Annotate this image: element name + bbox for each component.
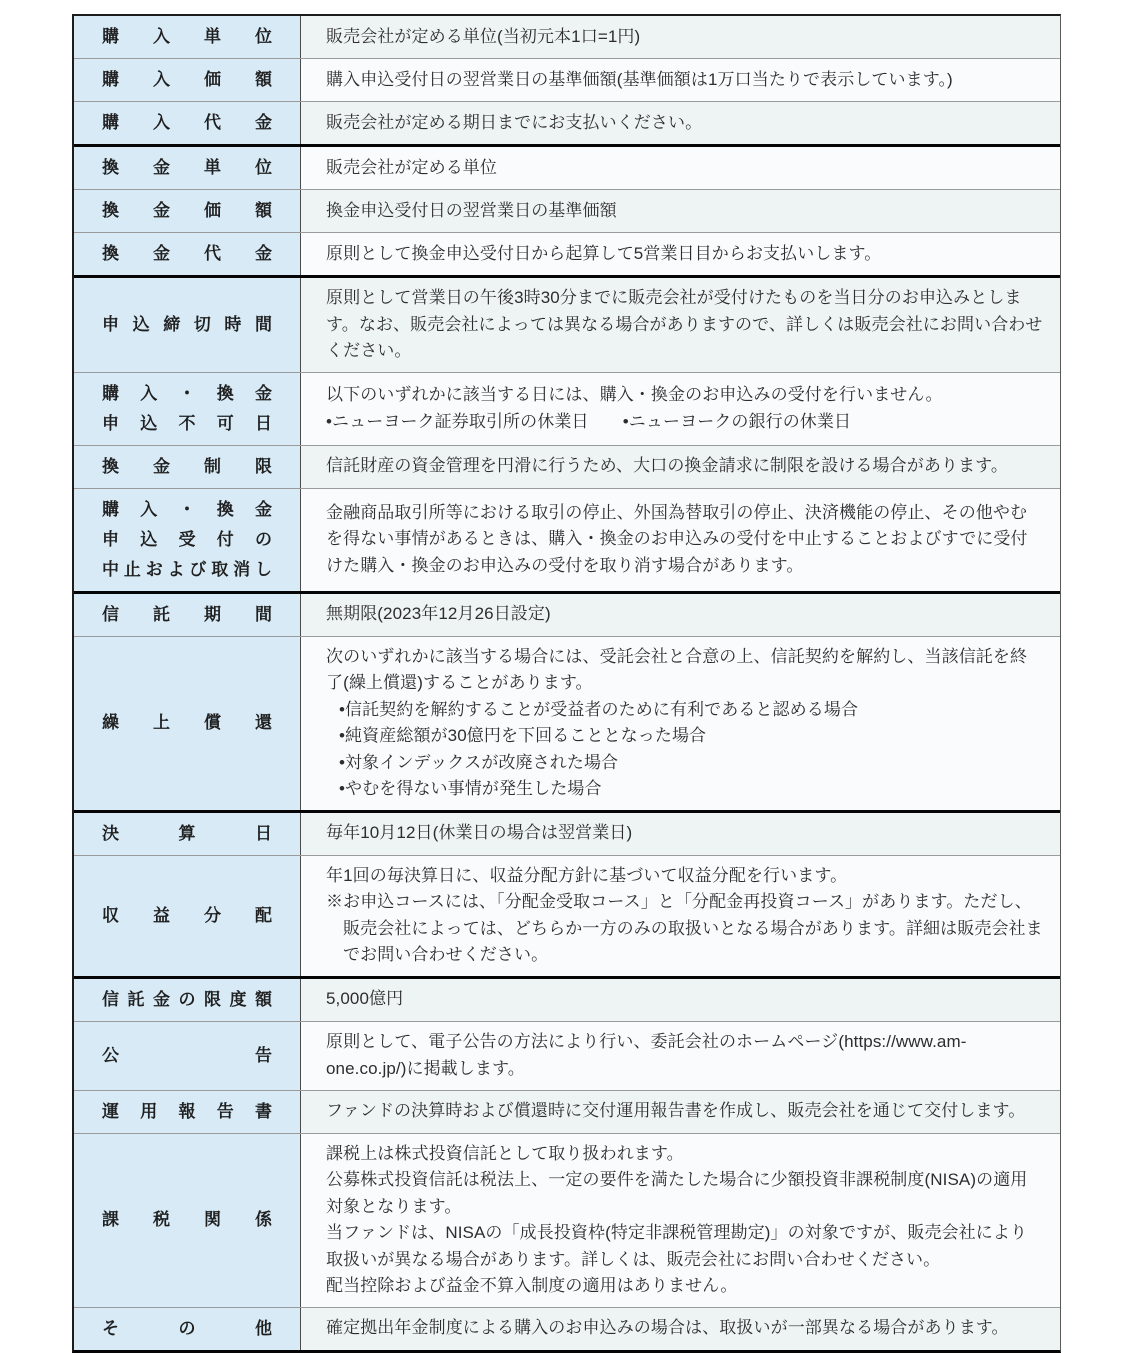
row-content: [301, 594, 1060, 636]
row-content-bullet: •やむを得ない事情が発生した場合: [339, 779, 602, 798]
row-label-text: 購入代金: [102, 113, 272, 132]
row-label-text: 換金代金: [102, 244, 272, 263]
row-label-text: 運用報告書: [102, 1101, 272, 1121]
row-content-text: 当ファンドは、NISAの「成長投資枠(特定非課税管理勘定)」の対象ですが、販売会社により取扱いが異なる場合があります。詳しくは、販売会社にお問い合わせください。: [326, 1223, 1028, 1269]
row-label: [74, 102, 301, 144]
row-content: [301, 1134, 1060, 1307]
row-label: [74, 594, 301, 636]
row-label: [74, 278, 301, 372]
row-content-text: 金融商品取引所等における取引の停止、外国為替取引の停止、決済機能の停止、その他やむを得ない事情があるときは、購入・換金のお申込みの受付を中止することおよびすでに受付けた購入・換金のお申込みの受付を取り消す場合があります。: [326, 502, 1028, 575]
table-row-trust-money-limit: [74, 979, 1060, 1021]
table-row-public-notice: [74, 1021, 1060, 1090]
table-row-management-report: [74, 1090, 1060, 1133]
row-label-text: 繰上償還: [102, 713, 272, 732]
row-label: [74, 233, 301, 275]
row-content: [301, 637, 1060, 810]
fund-application-memo-table: [72, 14, 1061, 1353]
table-row-purchase-unit: [74, 16, 1060, 58]
table-row-redemption-restriction: [74, 445, 1060, 488]
row-content: [301, 147, 1060, 189]
section-miscellaneous: [74, 979, 1060, 1350]
row-content-text: 配当控除および益金不算入制度の適用はありません。: [326, 1276, 738, 1295]
section-application-rules: [74, 278, 1060, 594]
row-label-text: 購入単位: [102, 27, 272, 46]
row-content: [301, 373, 1060, 445]
row-label-text: その他: [102, 1318, 272, 1338]
row-label-text: 公告: [102, 1045, 272, 1065]
table-row-application-unavailable-days: [74, 372, 1060, 445]
table-row-redemption-price: [74, 189, 1060, 232]
row-content: [301, 59, 1060, 101]
row-content-text: 信託財産の資金管理を円滑に行うため、大口の換金請求に制限を設ける場合があります。: [326, 456, 1008, 476]
row-content-text: 以下のいずれかに該当する日には、購入・換金のお申込みの受付を行いません。: [326, 385, 943, 404]
table-row-other: [74, 1307, 1060, 1350]
row-label-text: 換金単位: [102, 158, 272, 177]
row-content: [301, 856, 1060, 976]
row-content: [301, 1308, 1060, 1350]
row-content-text: 原則として換金申込受付日から起算して5営業日目からお支払いします。: [326, 243, 882, 263]
row-content: [301, 489, 1060, 591]
row-content-text: 公募株式投資信託は税法上、一定の要件を満たした場合に少額投資非課税制度(NISA)の適用対象となります。: [326, 1170, 1028, 1216]
row-label-text: 申込締切時間: [102, 314, 272, 334]
row-content: [301, 1022, 1060, 1090]
row-label: [74, 979, 301, 1021]
row-label-text: 信託金の限度額: [102, 989, 272, 1009]
row-content: [301, 16, 1060, 58]
row-label: [74, 16, 301, 58]
table-row-suspension-cancellation: [74, 488, 1060, 591]
row-content-text: 無期限(2023年12月26日設定): [326, 604, 551, 624]
row-label: [74, 1134, 301, 1307]
table-row-taxation: [74, 1133, 1060, 1307]
row-label: [74, 446, 301, 488]
row-content-note: ※お申込コースには、「分配金受取コース」と「分配金再投資コース」があります。ただし、販売会社によっては、どちらか一方のみの取扱いとなる場合があります。詳細は販売会社までお問い合わせください。: [326, 892, 1043, 964]
section-redemption: [74, 147, 1060, 278]
row-label: [74, 147, 301, 189]
table-row-application-deadline: [74, 278, 1060, 372]
table-row-settlement-date: [74, 813, 1060, 855]
row-content-text: 原則として営業日の午後3時30分までに販売会社が受付けたものを当日分のお申込みとします。なお、販売会社によっては異なる場合がありますので、詳しくは販売会社にお問い合わせください。: [326, 288, 1043, 360]
row-content-text: 次のいずれかに該当する場合には、受託会社と合意の上、信託契約を解約し、当該信託を終了(繰上償還)することがあります。: [326, 646, 1028, 692]
table-row-income-distribution: [74, 855, 1060, 976]
row-label: [74, 489, 301, 591]
row-label-text: 購入・換金: [102, 383, 272, 403]
table-row-purchase-payment: [74, 101, 1060, 144]
row-label-text: 申込受付の: [102, 529, 272, 549]
row-content: [301, 446, 1060, 488]
section-purchase: [74, 16, 1060, 147]
row-label-text: 収益分配: [102, 905, 272, 925]
row-label-text: 信託期間: [102, 604, 272, 624]
row-content-text: 換金申込受付日の翌営業日の基準価額: [326, 200, 617, 220]
row-content-bullet: •対象インデックスが改廃された場合: [339, 752, 619, 772]
row-label: [74, 1091, 301, 1133]
row-label: [74, 373, 301, 445]
row-content: [301, 102, 1060, 144]
table-row-early-redemption: [74, 636, 1060, 810]
row-label: [74, 813, 301, 855]
table-row-redemption-payment: [74, 232, 1060, 275]
row-content: [301, 979, 1060, 1021]
row-content: [301, 1091, 1060, 1133]
row-label-text: 購入価額: [102, 70, 272, 89]
row-label: [74, 637, 301, 810]
row-content-text: 販売会社が定める単位: [326, 157, 497, 177]
row-label: [74, 1022, 301, 1090]
row-content-bullets: •ニューヨーク証券取引所の休業日 •ニューヨークの銀行の休業日: [326, 411, 852, 431]
row-content-text: 毎年10月12日(休業日の場合は翌営業日): [326, 823, 633, 843]
row-label: [74, 59, 301, 101]
row-content: [301, 233, 1060, 275]
row-content-text: 課税上は株式投資信託として取り扱われます。: [326, 1143, 684, 1163]
row-label-text: 決算日: [102, 823, 272, 843]
row-content-text: 確定拠出年金制度による購入のお申込みの場合は、取扱いが一部異なる場合があります。: [326, 1318, 1009, 1338]
row-content: [301, 813, 1060, 855]
row-content-bullet: •純資産総額が30億円を下回ることとなった場合: [339, 726, 707, 745]
row-label: [74, 190, 301, 232]
row-label-text: 換金価額: [102, 201, 272, 220]
section-trust-period: [74, 594, 1060, 813]
row-content-text: 販売会社が定める単位(当初元本1口=1円): [326, 26, 641, 46]
row-content-text: 5,000億円: [326, 989, 404, 1009]
row-content-text: 販売会社が定める期日までにお支払いください。: [326, 112, 703, 132]
row-label: [74, 1308, 301, 1350]
row-content: [301, 190, 1060, 232]
row-content-text: ファンドの決算時および償還時に交付運用報告書を作成し、販売会社を通じて交付します。: [326, 1101, 1026, 1121]
row-label-text: 中止および取消し: [102, 559, 272, 579]
row-label-text: 換金制限: [102, 456, 272, 476]
row-label-text: 申込不可日: [102, 413, 272, 433]
row-content-text: 原則として、電子公告の方法により行い、委託会社のホームページ(https://www.am-one.co.jp/)に掲載します。: [326, 1032, 967, 1078]
row-label-text: 購入・換金: [102, 499, 272, 519]
table-row-redemption-unit: [74, 147, 1060, 189]
row-label-text: 課税関係: [102, 1210, 272, 1229]
row-content-text: 年1回の毎決算日に、収益分配方針に基づいて収益分配を行います。: [326, 865, 848, 885]
table-row-trust-period: [74, 594, 1060, 636]
row-label: [74, 856, 301, 976]
row-content-bullet: •信託契約を解約することが受益者のために有利であると認める場合: [339, 699, 859, 719]
table-row-purchase-price: [74, 58, 1060, 101]
row-content: [301, 278, 1060, 372]
row-content-text: 購入申込受付日の翌営業日の基準価額(基準価額は1万口当たりで表示しています。): [326, 69, 953, 89]
section-settlement-distribution: [74, 813, 1060, 979]
